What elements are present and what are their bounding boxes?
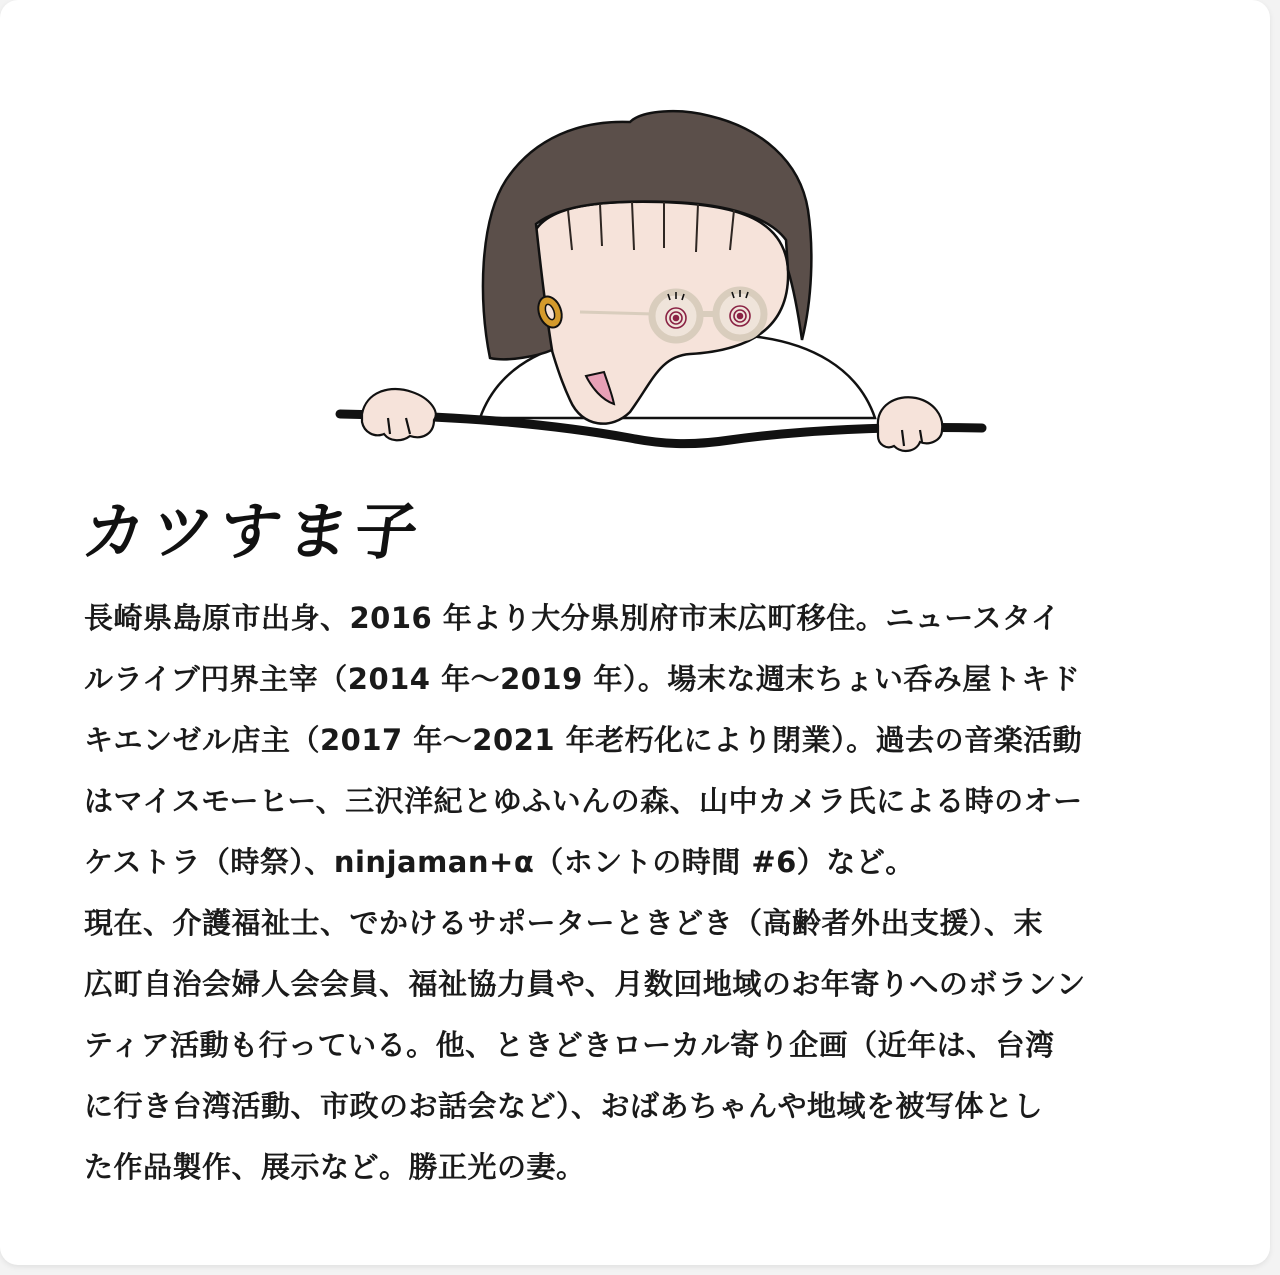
profile-name: カツすま子 — [78, 495, 429, 568]
profile-bio — [84, 588, 1194, 1198]
bio-line: ティア活動も行っている。他、ときどきローカル寄り企画（近年は、台湾 — [84, 1028, 1055, 1062]
bio-line: キエンゼル店主（2017 年〜2021 年老朽化により閉業）。過去の音楽活動 — [84, 723, 1083, 757]
bio-line: 広町自治会婦人会会員、福祉協力員や、月数回地域のお年寄りへのボランン — [84, 967, 1086, 1001]
bio-line: た作品製作、展示など。勝正光の妻。 — [84, 1150, 586, 1184]
bio-line: はマイスモーヒー、三沢洋紀とゆふいんの森、山中カメラ氏による時のオー — [84, 784, 1083, 818]
right-hand — [878, 397, 942, 451]
bio-line: 長崎県島原市出身、2016 年より大分県別府市末広町移住。ニュースタイ — [84, 601, 1061, 635]
portrait-illustration — [330, 100, 990, 470]
bio-line: ケストラ（時祭）、ninjaman+α（ホントの時間 #6）など。 — [84, 845, 915, 879]
bio-line: に行き台湾活動、市政のお話会など）、おばあちゃんや地域を被写体とし — [84, 1089, 1044, 1123]
bio-line: ルライブ円界主宰（2014 年〜2019 年）。場末な週末ちょい呑み屋トキド — [84, 662, 1081, 696]
bio-line: 現在、介護福祉士、でかけるサポーターときどき（高齢者外出支援）、末 — [84, 906, 1044, 940]
left-hand — [362, 389, 436, 440]
